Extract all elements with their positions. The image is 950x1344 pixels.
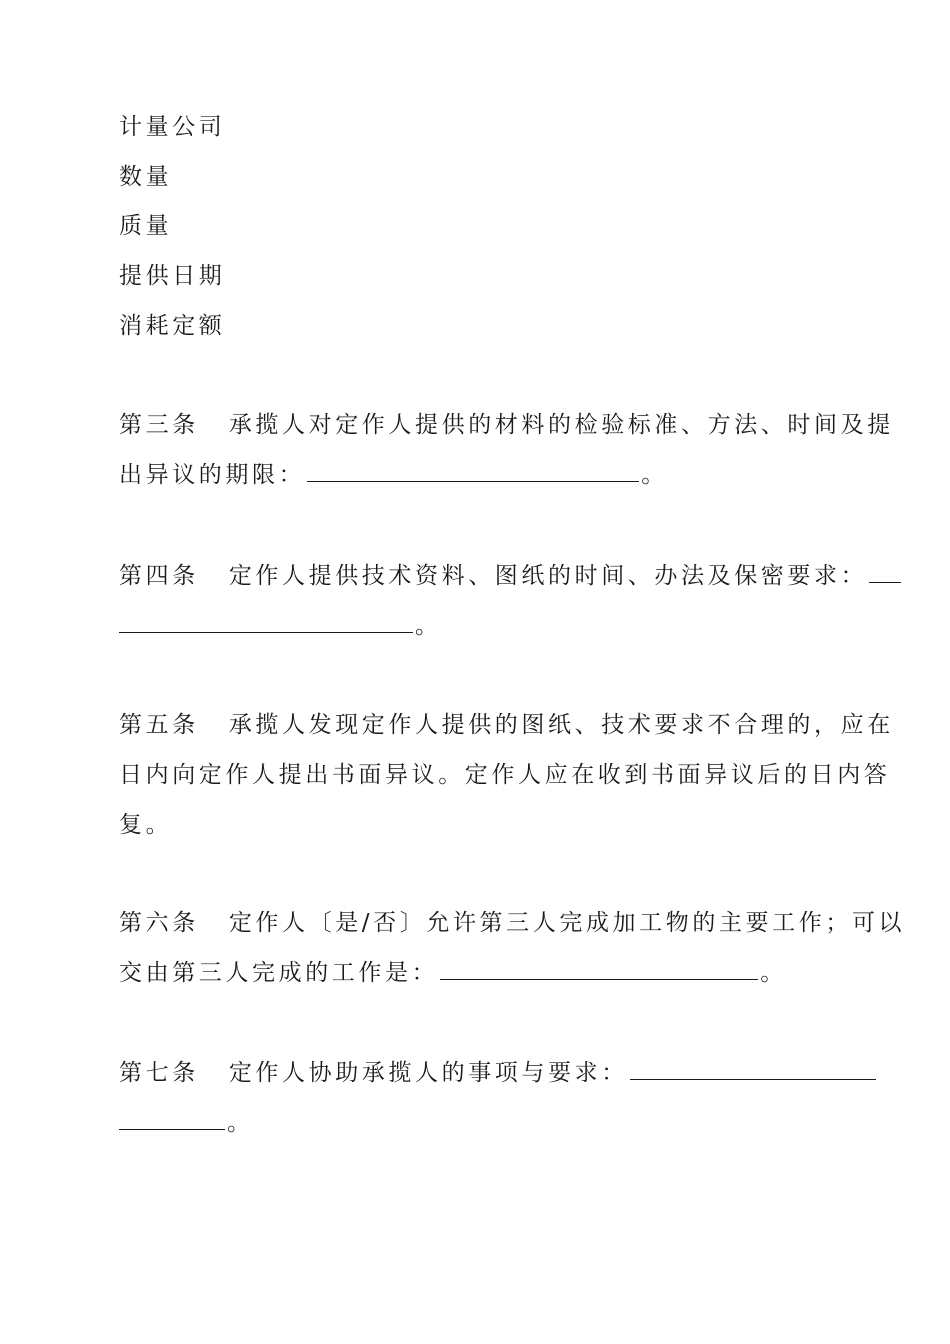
article-6-line-1	[119, 908, 906, 938]
materials-item-4: 提供日期	[119, 263, 226, 289]
article-7-line-2	[119, 1108, 839, 1138]
article-7-line-1	[119, 1058, 839, 1088]
article-4-number: 第四条	[119, 563, 199, 589]
article-4-end: 。	[415, 613, 442, 639]
article-3-text-1: 承揽人对定作人提供的材料的检验标准、方法、时间及提	[228, 412, 894, 438]
article-6-text-1: 定作人〔是/否〕允许第三人完成加工物的主要工作；可以	[228, 910, 906, 936]
article-4-blank-b[interactable]	[119, 614, 413, 633]
article-4-line-1	[119, 561, 868, 591]
article-5-line-1	[119, 710, 894, 740]
article-7-blank-b[interactable]	[119, 1111, 225, 1130]
article-4-blank-a[interactable]	[869, 564, 901, 583]
article-3-line-1	[119, 410, 894, 440]
article-7-blank-a[interactable]	[630, 1061, 876, 1080]
materials-item-2: 数量	[119, 164, 173, 190]
article-6-blank[interactable]	[440, 961, 758, 980]
article-3-text-2: 出异议的期限：	[119, 462, 306, 488]
article-6-end: 。	[760, 960, 787, 986]
article-5-line-2: 日内向定作人提出书面异议。定作人应在收到书面异议后的日内答	[119, 762, 891, 788]
materials-item-1: 计量公司	[119, 114, 226, 140]
materials-item-5: 消耗定额	[119, 313, 226, 339]
article-3-line-2	[119, 460, 839, 490]
article-6-number: 第六条	[119, 910, 199, 936]
article-4-text-1: 定作人提供技术资料、图纸的时间、办法及保密要求：	[228, 563, 868, 589]
article-5-text-1: 承揽人发现定作人提供的图纸、技术要求不合理的，应在	[228, 712, 894, 738]
article-7-number: 第七条	[119, 1060, 199, 1086]
article-3-number: 第三条	[119, 412, 199, 438]
article-3-blank[interactable]	[307, 463, 639, 482]
article-5-number: 第五条	[119, 712, 199, 738]
article-3-end: 。	[641, 462, 668, 488]
article-6-line-2	[119, 958, 839, 988]
article-6-text-2: 交由第三人完成的工作是：	[119, 960, 439, 986]
materials-item-3: 质量	[119, 213, 173, 239]
article-7-end: 。	[227, 1110, 254, 1136]
article-4-line-2	[119, 611, 839, 641]
article-7-text-1: 定作人协助承揽人的事项与要求：	[228, 1060, 628, 1086]
article-5-line-3: 复。	[119, 812, 173, 838]
